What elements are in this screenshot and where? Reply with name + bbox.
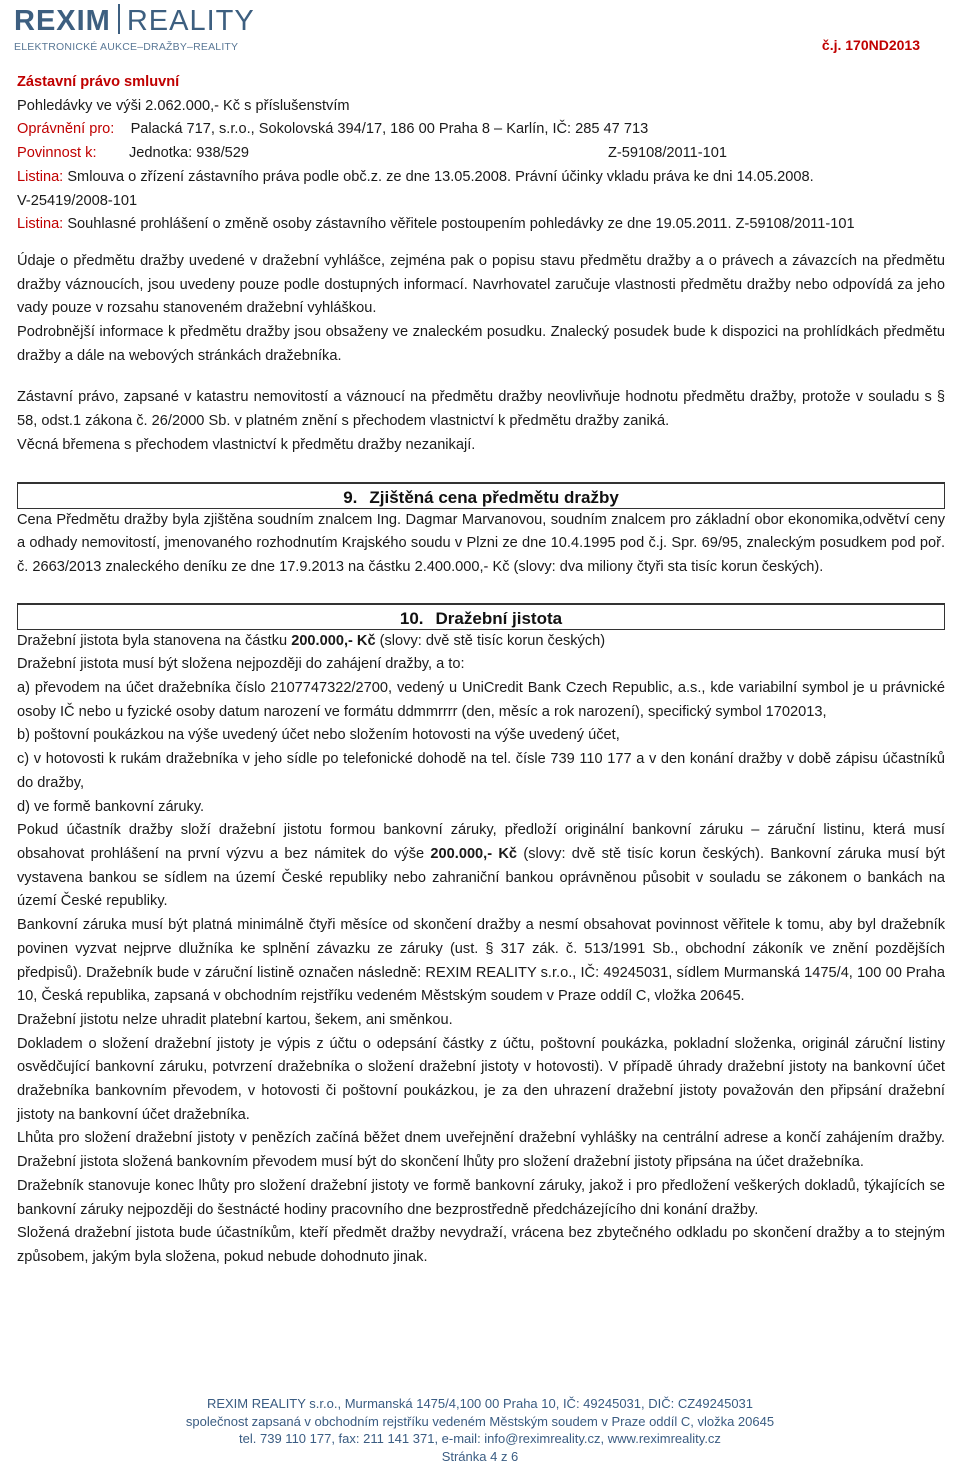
logo-tagline: ELEKTRONICKÉ AUKCE–DRAŽBY–REALITY	[14, 41, 239, 53]
deposit-amount-suffix: (slovy: dvě stě tisíc korun českých)	[375, 632, 606, 649]
pledge-note: Zástavní právo, zapsané v katastru nemovitostí a váznoucí na předmětu dražby neovlivňuje hodnotu předmětu dražby, protože v souladu s § 58, odst.1 zákona č. 26/2000 Sb. v platném znění s přechodem vlastnictví k předmětu dražby zaniká.	[17, 389, 945, 430]
deposit-paragraph: Dražebník stanovuje konec lhůty pro složení dražební jistoty ve formě bankovní záruky, jakož i pro předložení veškerých dokladů, týkajících se bankovní záruky nejpozději do šestnácté hodiny pracovního dne bezprostředně předcházejícího dni konání dražby.	[17, 1177, 945, 1218]
pledge-deed-2	[17, 213, 945, 237]
page-number: Stránka 4 z 6	[441, 1448, 519, 1464]
obligation-value: Jednotka: 938/529	[128, 145, 250, 162]
pledge-obligation	[17, 142, 945, 166]
obligation-label: Povinnost k:	[17, 145, 97, 162]
logo-part-a: REXIM	[14, 5, 111, 37]
pledge-title: Zástavní právo smluvní	[17, 74, 180, 90]
guarantee-text-b: (slovy: dvě stě tisíc korun českých). Bankovní záruka musí být vystavena bankou se sídlem na území České republiky nebo zahraniční bankou oprávněnou působit v souladu se zákonem o bankách na území České republiky.	[17, 845, 945, 910]
logo-part-b: REALITY	[126, 5, 255, 37]
deposit-option: b) poštovní poukázkou na výše uvedený účet nebo složením hotovosti na výše uvedený účet,	[17, 727, 620, 744]
page-footer	[0, 1395, 960, 1465]
section-9-heading	[17, 482, 945, 509]
footer-company: REXIM REALITY s.r.o., Murmanská 1475/4,100 00 Praha 10, IČ: 49245031, DIČ: CZ49245031	[206, 1396, 754, 1411]
section-9-text: Cena Předmětu dražby byla zjištěna soudním znalcem Ing. Dagmar Marvanovou, soudním znalcem pro základní obor ekonomika,odvětví ceny a odhady nemovitostí, jmenovaného rozhodnutím Krajského soudu v Plzni ze dne 10.4.1995 pod č.j. Spr. 69/95, znaleckým posudkem pod poř. č. 2663/2013 znaleckého deníku ze dne 17.9.2013 na částku 2.400.000,- Kč (slovy: dva miliony čtyři sta tisíc korun českých).	[17, 511, 945, 575]
section-9-number: 9.	[343, 487, 358, 507]
deposit-paragraph: Složená dražební jistota bude účastníkům, kteří předmět dražby nevydraží, vrácena bez zbytečného odkladu po skončení dražby a to stejným způsobem, jakým byla složena, pokud nebude dohodnuto jinak.	[17, 1225, 945, 1265]
guarantee-text-a: Pokud účastník dražby složí dražební jistotu formou bankovní záruky, předloží originální bankovní záruku – záruční listinu, která musí obsahovat prohlášení na první výzvu a bez námitek do výše	[17, 822, 945, 862]
logo-divider	[118, 4, 120, 34]
section-10-number: 10.	[399, 608, 424, 628]
section-10-heading	[17, 603, 945, 630]
pledge-deed-1-ref: V-25419/2008-101	[17, 192, 138, 209]
info-paragraph: Podrobnější informace k předmětu dražby jsou obsaženy ve znaleckém posudku. Znalecký posudek bude k dispozici na prohlídkách předmětu dražby a dále na webových stránkách dražebníka.	[17, 324, 945, 364]
deposit-amount-value: 200.000,- Kč	[291, 632, 376, 649]
section-9-title: Zjištěná cena předmětu dražby	[369, 487, 619, 507]
company-logo	[14, 4, 264, 52]
section-10-title: Dražební jistota	[435, 608, 563, 628]
deed2-label: Listina:	[17, 216, 64, 233]
pledge-deed-1	[17, 166, 945, 190]
easement-note: Věcná břemena s přechodem vlastnictví k předmětu dražby nezanikají.	[17, 436, 476, 453]
entitled-label: Oprávnění pro:	[17, 121, 115, 138]
deposit-paragraph: Dokladem o složení dražební jistoty je výpis z účtu o odepsání částky z účtu, poštovní poukázka, pokladní složenka, originál záruční listiny osvědčující bankovní záruku, potvrzení dražebníka o složení dražební jistoty v hotovosti). V případě úhrady dražební jistoty na bankovní účet dražebníka bankovním převodem, v hotovosti či poštovní poukázkou, je za den uhrazení dražební jistoty považován den připsání dražební jistoty na bankovní účet dražebníka.	[17, 1035, 945, 1123]
deposit-amount	[17, 630, 945, 654]
deposit-paragraph: Dražební jistota musí být složena nejpozději do zahájení dražby, a to:	[17, 656, 465, 673]
deposit-paragraph: Bankovní záruka musí být platná minimálně čtyři měsíce od skončení dražby a nesmí obsahovat povinnost věřitele k tomu, aby byl dražebník povinen vyzvat nejprve dlužníka ke splnění závazku ze záruky (ust. § 317 zák. č. 513/1991 Sb., obchodní zákoník ve znění pozdějších předpisů). Dražebník bude v záruční listině označen následně: REXIM REALITY s.r.o., IČ: 49245031, sídlem Murmanská 1475/4, 100 00 Praha 10, Česká republika, zapsaná v obchodním rejstříku vedeném Městským soudem v Praze oddíl C, vložka 20645.	[17, 917, 945, 1005]
deed1-label: Listina:	[17, 168, 64, 185]
deed1-value: Smlouva o zřízení zástavního práva podle obč.z. ze dne 13.05.2008. Právní účinky vkladu práva ke dni 14.05.2008.	[67, 168, 814, 185]
deed2-value: Souhlasné prohlášení o změně osoby zástavního věřitele postoupením pohledávky ze dne 19.05.2011. Z-59108/2011-101	[67, 216, 855, 233]
footer-registry: společnost zapsaná v obchodním rejstříku vedeném Městským soudem v Praze oddíl C, vložka 20645	[185, 1413, 775, 1429]
document-body	[17, 71, 945, 1270]
entitled-value: Palacká 717, s.r.o., Sokolovská 394/17, 186 00 Praha 8 – Karlín, IČ: 285 47 713	[130, 121, 649, 138]
reference-number: č.j. 170ND2013	[821, 37, 920, 53]
deposit-option: a) převodem na účet dražebníka číslo 2107747322/2700, vedený u UniCredit Bank Czech Republic, a.s., kde variabilní symbol je u právnické osoby IČ nebo u fyzické osoby datum narození ve formátu ddmmrrrr (den, měsíc a rok narození), specifický symbol 1702013,	[17, 680, 945, 720]
pledge-claims: Pohledávky ve výši 2.062.000,- Kč s příslušenstvím	[17, 97, 350, 114]
guarantee-amount: 200.000,- Kč	[430, 845, 518, 862]
footer-contacts: tel. 739 110 177, fax: 211 141 371, e-mail: info@reximreality.cz, www.reximreality.cz	[239, 1431, 721, 1447]
logo-wordmark	[14, 4, 255, 38]
deposit-paragraph: Lhůta pro složení dražební jistoty v penězích začíná běžet dnem uveřejnění dražební vyhlášky na centrální adrese a končí zahájením dražby. Dražební jistota složená bankovním převodem musí být do skončení lhůty pro složení dražební jistoty připsána na účet dražebníka.	[17, 1130, 945, 1171]
deposit-paragraph: Dražební jistotu nelze uhradit platební kartou, šekem, ani směnkou.	[17, 1011, 453, 1028]
guarantee-paragraph	[17, 819, 945, 914]
deposit-option: c) v hotovosti k rukám dražebníka v jeho sídle po telefonické dohodě na tel. čísle 739 110 177 a v den konání dražby v době zápisu účastníků do dražby,	[17, 751, 945, 791]
deposit-amount-prefix: Dražební jistota byla stanovena na částku	[17, 632, 292, 649]
deposit-option: d) ve formě bankovní záruky.	[17, 798, 205, 815]
info-paragraph: Údaje o předmětu dražby uvedené v dražební vyhlášce, zejména pak o popisu stavu předmětu dražby a o právech a závazcích na předmětu dražby váznoucích, jsou uvedeny pouze podle dostupných informací. Navrhovatel zaručuje vlastnosti předmětu dražby nebo odpovídá za jeho vady pouze v rozsahu stanoveném dražební vyhláškou.	[17, 252, 945, 317]
pledge-entitled	[17, 118, 945, 142]
obligation-ref: Z-59108/2011-101	[607, 145, 727, 162]
